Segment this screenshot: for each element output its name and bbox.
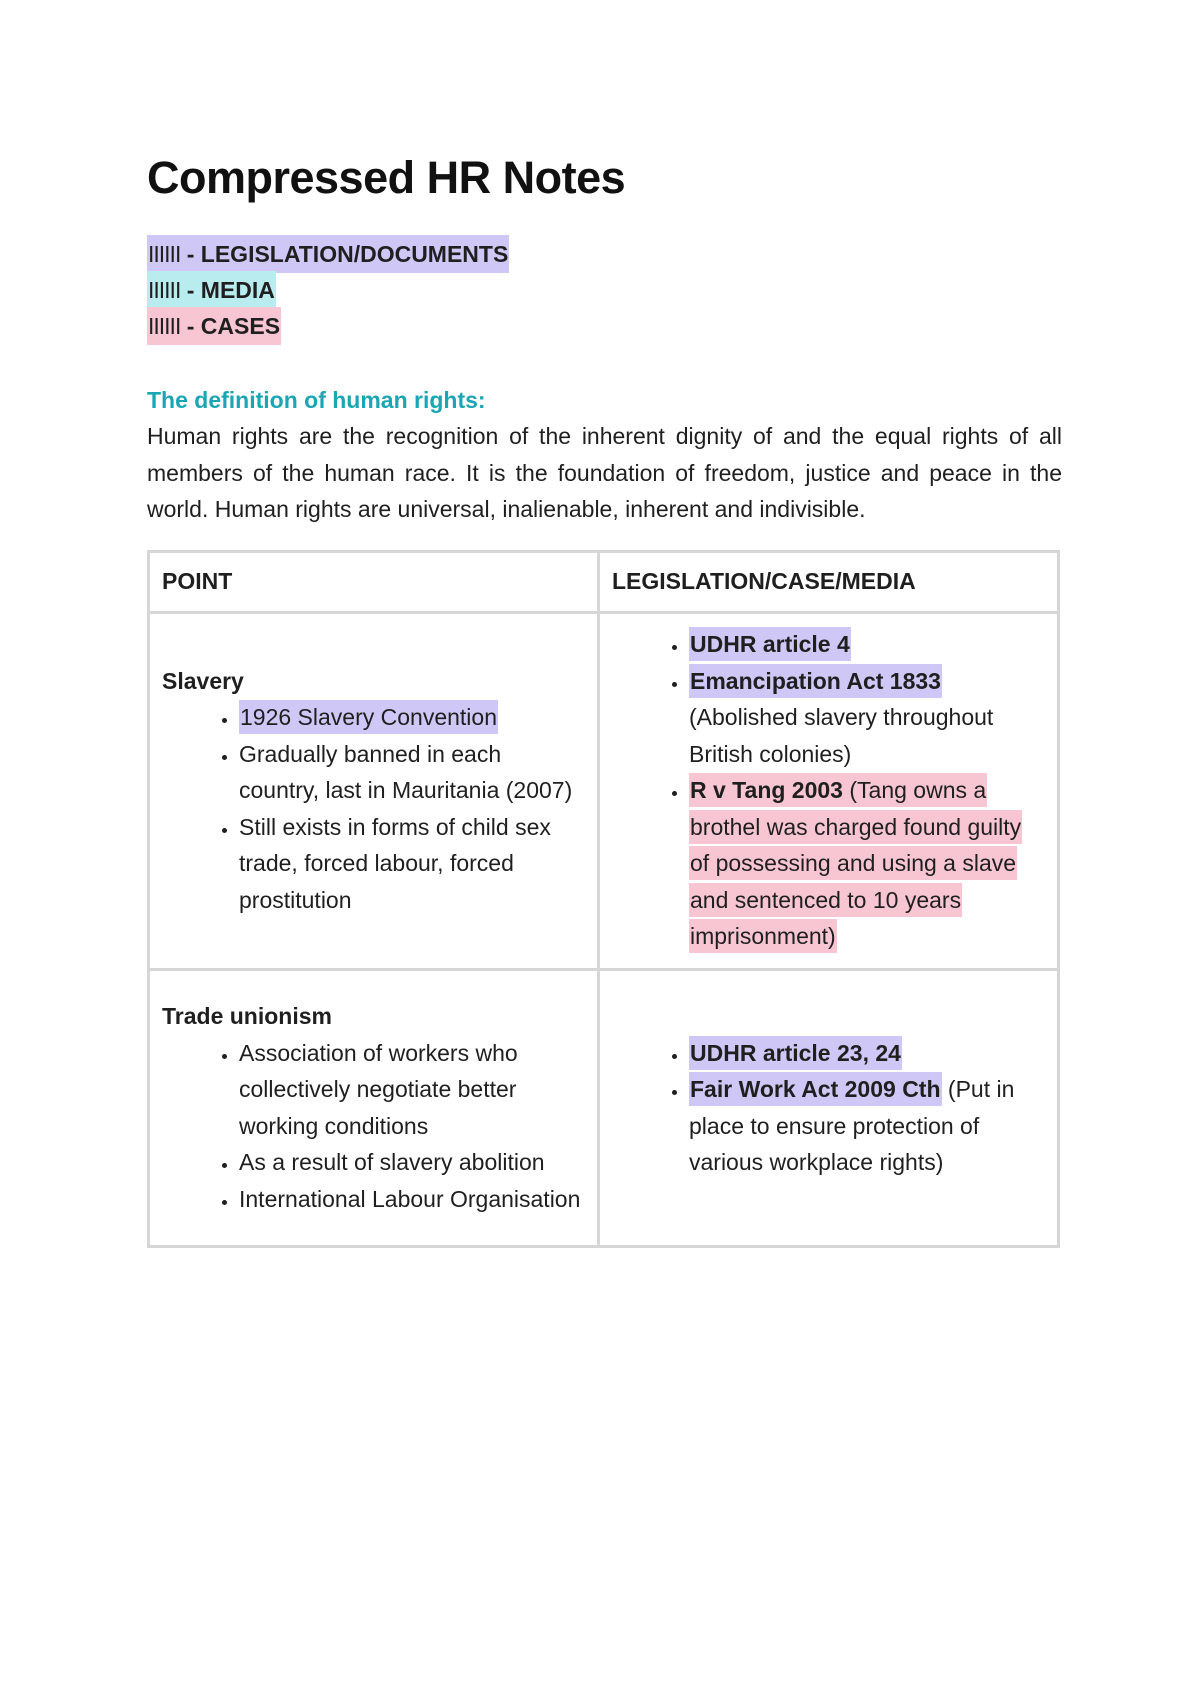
list-item: • Still exists in forms of child sex trade, forced labour, forced prostitution bbox=[239, 809, 585, 919]
definition-heading: The definition of human rights: bbox=[147, 387, 486, 413]
list-item bbox=[689, 663, 1045, 773]
table-header-row bbox=[149, 551, 1059, 612]
point-list bbox=[162, 1035, 585, 1218]
list-item bbox=[689, 772, 1045, 955]
refs-list bbox=[612, 1035, 1045, 1181]
case-ref: R v Tang 2003 bbox=[690, 777, 843, 804]
list-item bbox=[689, 626, 1045, 663]
ref-note: (Put in place to ensure protection of various workplace rights) bbox=[689, 1076, 1015, 1175]
point-cell bbox=[149, 612, 599, 969]
list-item: • Gradually banned in each country, last in Mauritania (2007) bbox=[239, 736, 585, 809]
legislation-ref: Fair Work Act 2009 Cth bbox=[690, 1076, 941, 1102]
list-item: • 1926 Slavery Convention bbox=[239, 699, 585, 736]
page-title: Compressed HR Notes bbox=[147, 152, 626, 203]
legend-label: CASES bbox=[200, 313, 281, 339]
refs-cell bbox=[599, 969, 1059, 1246]
legend-swatch: IIIIII - LEGISLATION/DOCUMENTS bbox=[147, 235, 509, 273]
legend-swatch: IIIIII - MEDIA bbox=[147, 271, 276, 309]
point-list bbox=[162, 699, 585, 918]
table-row bbox=[149, 612, 1059, 969]
legend-label: LEGISLATION/DOCUMENTS bbox=[200, 241, 509, 267]
legend-label: MEDIA bbox=[200, 277, 275, 303]
legend-swatch: IIIIII - CASES bbox=[147, 307, 281, 345]
legend-item-legislation bbox=[147, 236, 1062, 272]
refs-list bbox=[612, 626, 1045, 955]
color-legend bbox=[147, 236, 1062, 344]
list-item: • International Labour Organisation bbox=[239, 1181, 585, 1218]
ref-note: (Abolished slavery throughout British colonies) bbox=[689, 704, 994, 767]
legislation-ref: Emancipation Act 1833 bbox=[690, 667, 941, 694]
list-item bbox=[689, 1071, 1045, 1181]
point-title: Slavery bbox=[162, 667, 244, 694]
list-item: • As a result of slavery abolition bbox=[239, 1144, 585, 1181]
list-item: • Association of workers who collectively negotiate better working conditions bbox=[239, 1035, 585, 1145]
legislation-ref: UDHR article 4 bbox=[690, 631, 850, 658]
column-header-refs: LEGISLATION/CASE/MEDIA bbox=[599, 551, 1059, 612]
legend-item-media bbox=[147, 272, 1062, 308]
document-page bbox=[147, 140, 1062, 1248]
ref-note: (Tang owns a brothel was charged found guilty of possessing and using a slave and sentenced to 10 years imprisonment) bbox=[690, 777, 1022, 950]
legislation-ref: UDHR article 23, 24 bbox=[690, 1039, 901, 1066]
column-header-point: POINT bbox=[149, 551, 599, 612]
list-item bbox=[689, 1035, 1045, 1072]
table-row bbox=[149, 969, 1059, 1246]
point-cell bbox=[149, 969, 599, 1246]
refs-cell bbox=[599, 612, 1059, 969]
notes-table bbox=[147, 550, 1060, 1248]
definition-text: Human rights are the recognition of the inherent dignity of and the equal rights of all members of the human race. It is the foundation of freedom, justice and peace in the world. Human rights are universal, inalienable, inherent and indivisible. bbox=[147, 423, 1062, 522]
legend-item-cases bbox=[147, 308, 1062, 344]
point-title: Trade unionism bbox=[162, 1003, 332, 1029]
